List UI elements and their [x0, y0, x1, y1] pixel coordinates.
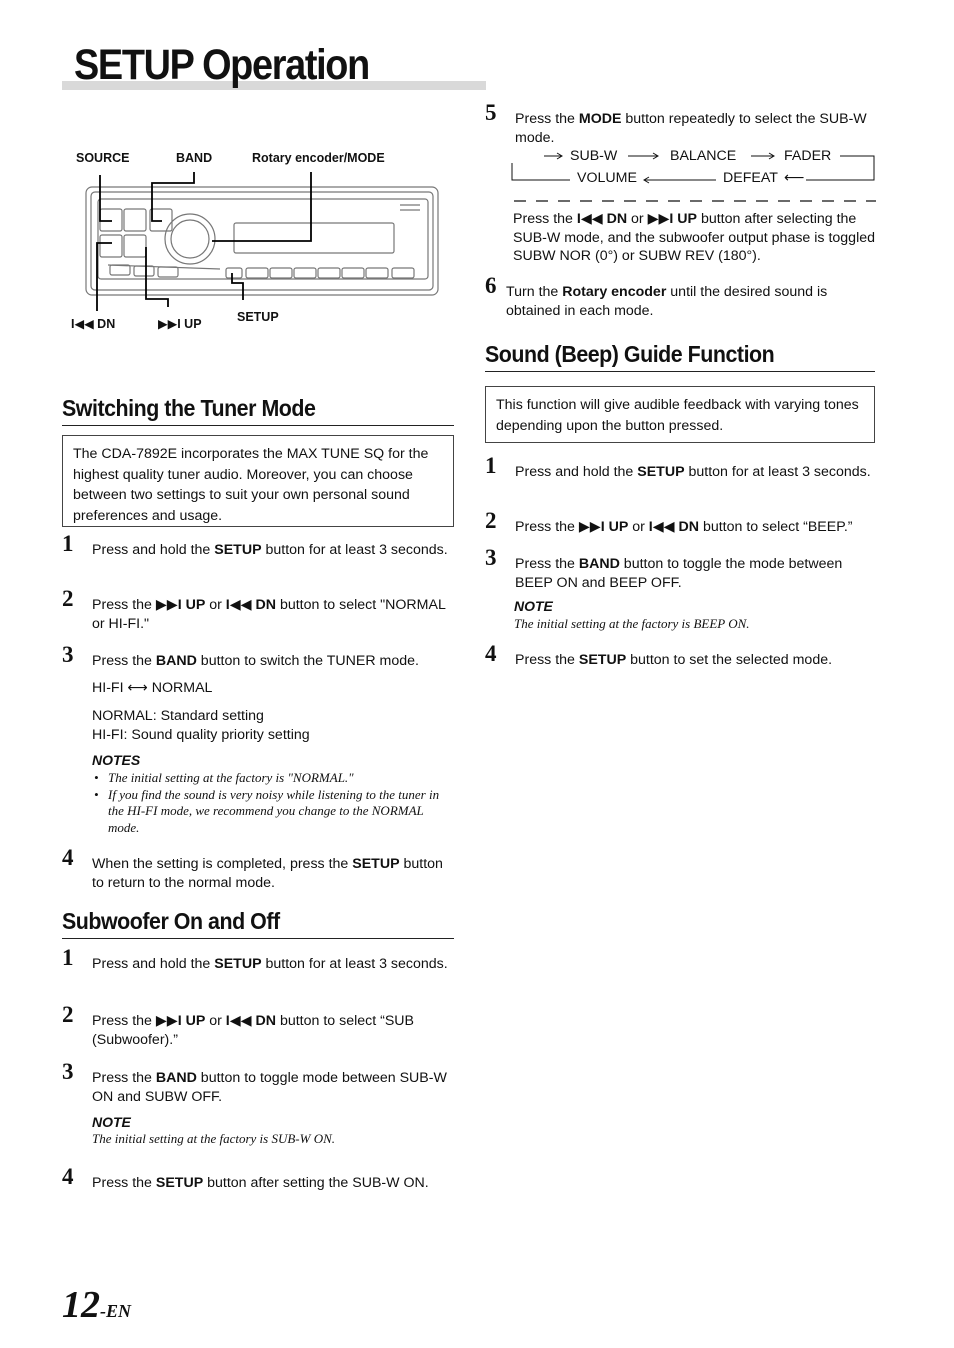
head-unit-illustration — [60, 165, 460, 315]
page-number: 12-EN — [62, 1284, 131, 1326]
label-setup: SETUP — [237, 310, 279, 324]
section-heading-beep: Sound (Beep) Guide Function — [485, 341, 775, 367]
section-rule — [62, 425, 454, 426]
flow-fader: FADER — [784, 148, 832, 164]
flow-volume: VOLUME — [577, 170, 637, 186]
label-rotary-encoder: Rotary encoder/MODE — [252, 151, 385, 165]
section-rule — [485, 371, 875, 372]
beep-note-heading: NOTE — [514, 598, 553, 614]
tuner-def-hifi: HI-FI: Sound quality priority setting — [92, 727, 310, 743]
tuner-note-item: • If you find the sound is very noisy while listening to the tuner in the HI-FI mode, we recommend you change to the NORMAL mode. — [92, 787, 452, 837]
section-heading-tuner: Switching the Tuner Mode — [62, 395, 316, 421]
flow-subw: SUB-W — [570, 148, 618, 164]
tuner-note-item: • The initial setting at the factory is "NORMAL." — [92, 770, 452, 787]
label-source: SOURCE — [76, 151, 130, 165]
tuner-def-normal: NORMAL: Standard setting — [92, 708, 264, 724]
flow-balance: BALANCE — [670, 148, 737, 164]
label-up: ▶▶I UP — [158, 317, 202, 331]
section-heading-subwoofer: Subwoofer On and Off — [62, 908, 280, 934]
sub-note-text: The initial setting at the factory is SUB-W ON. — [92, 1131, 336, 1146]
label-band: BAND — [176, 151, 213, 165]
sub-note-heading: NOTE — [92, 1114, 131, 1130]
flow-defeat: DEFEAT — [723, 170, 778, 186]
flow-arrow-left-icon: ⟵ — [784, 170, 805, 186]
label-dn: I◀◀ DN — [71, 317, 116, 331]
phase-toggle-paragraph: Press the I◀◀ DN or ▶▶I UP button after selecting the SUB-W mode, and the subwoofer output phase is toggled SUBW NOR (0°) or SUBW REV (180°). — [513, 211, 875, 264]
page-title: SETUP Operation — [74, 41, 369, 89]
beep-note-text: The initial setting at the factory is BEEP ON. — [514, 616, 750, 631]
tuner-toggle-flow: HI-FI ⟷ NORMAL — [92, 680, 213, 696]
beep-intro-box: This function will give audible feedback with varying tones depending upon the button pressed. — [485, 386, 875, 443]
tuner-intro-box: The CDA-7892E incorporates the MAX TUNE SQ for the highest quality tuner audio. Moreover, you can choose between two settings to suit your own personal sound preferences and usage. — [62, 435, 454, 527]
tuner-notes-heading: NOTES — [92, 752, 141, 768]
section-rule — [62, 938, 454, 939]
tuner-notes-list — [92, 770, 452, 836]
